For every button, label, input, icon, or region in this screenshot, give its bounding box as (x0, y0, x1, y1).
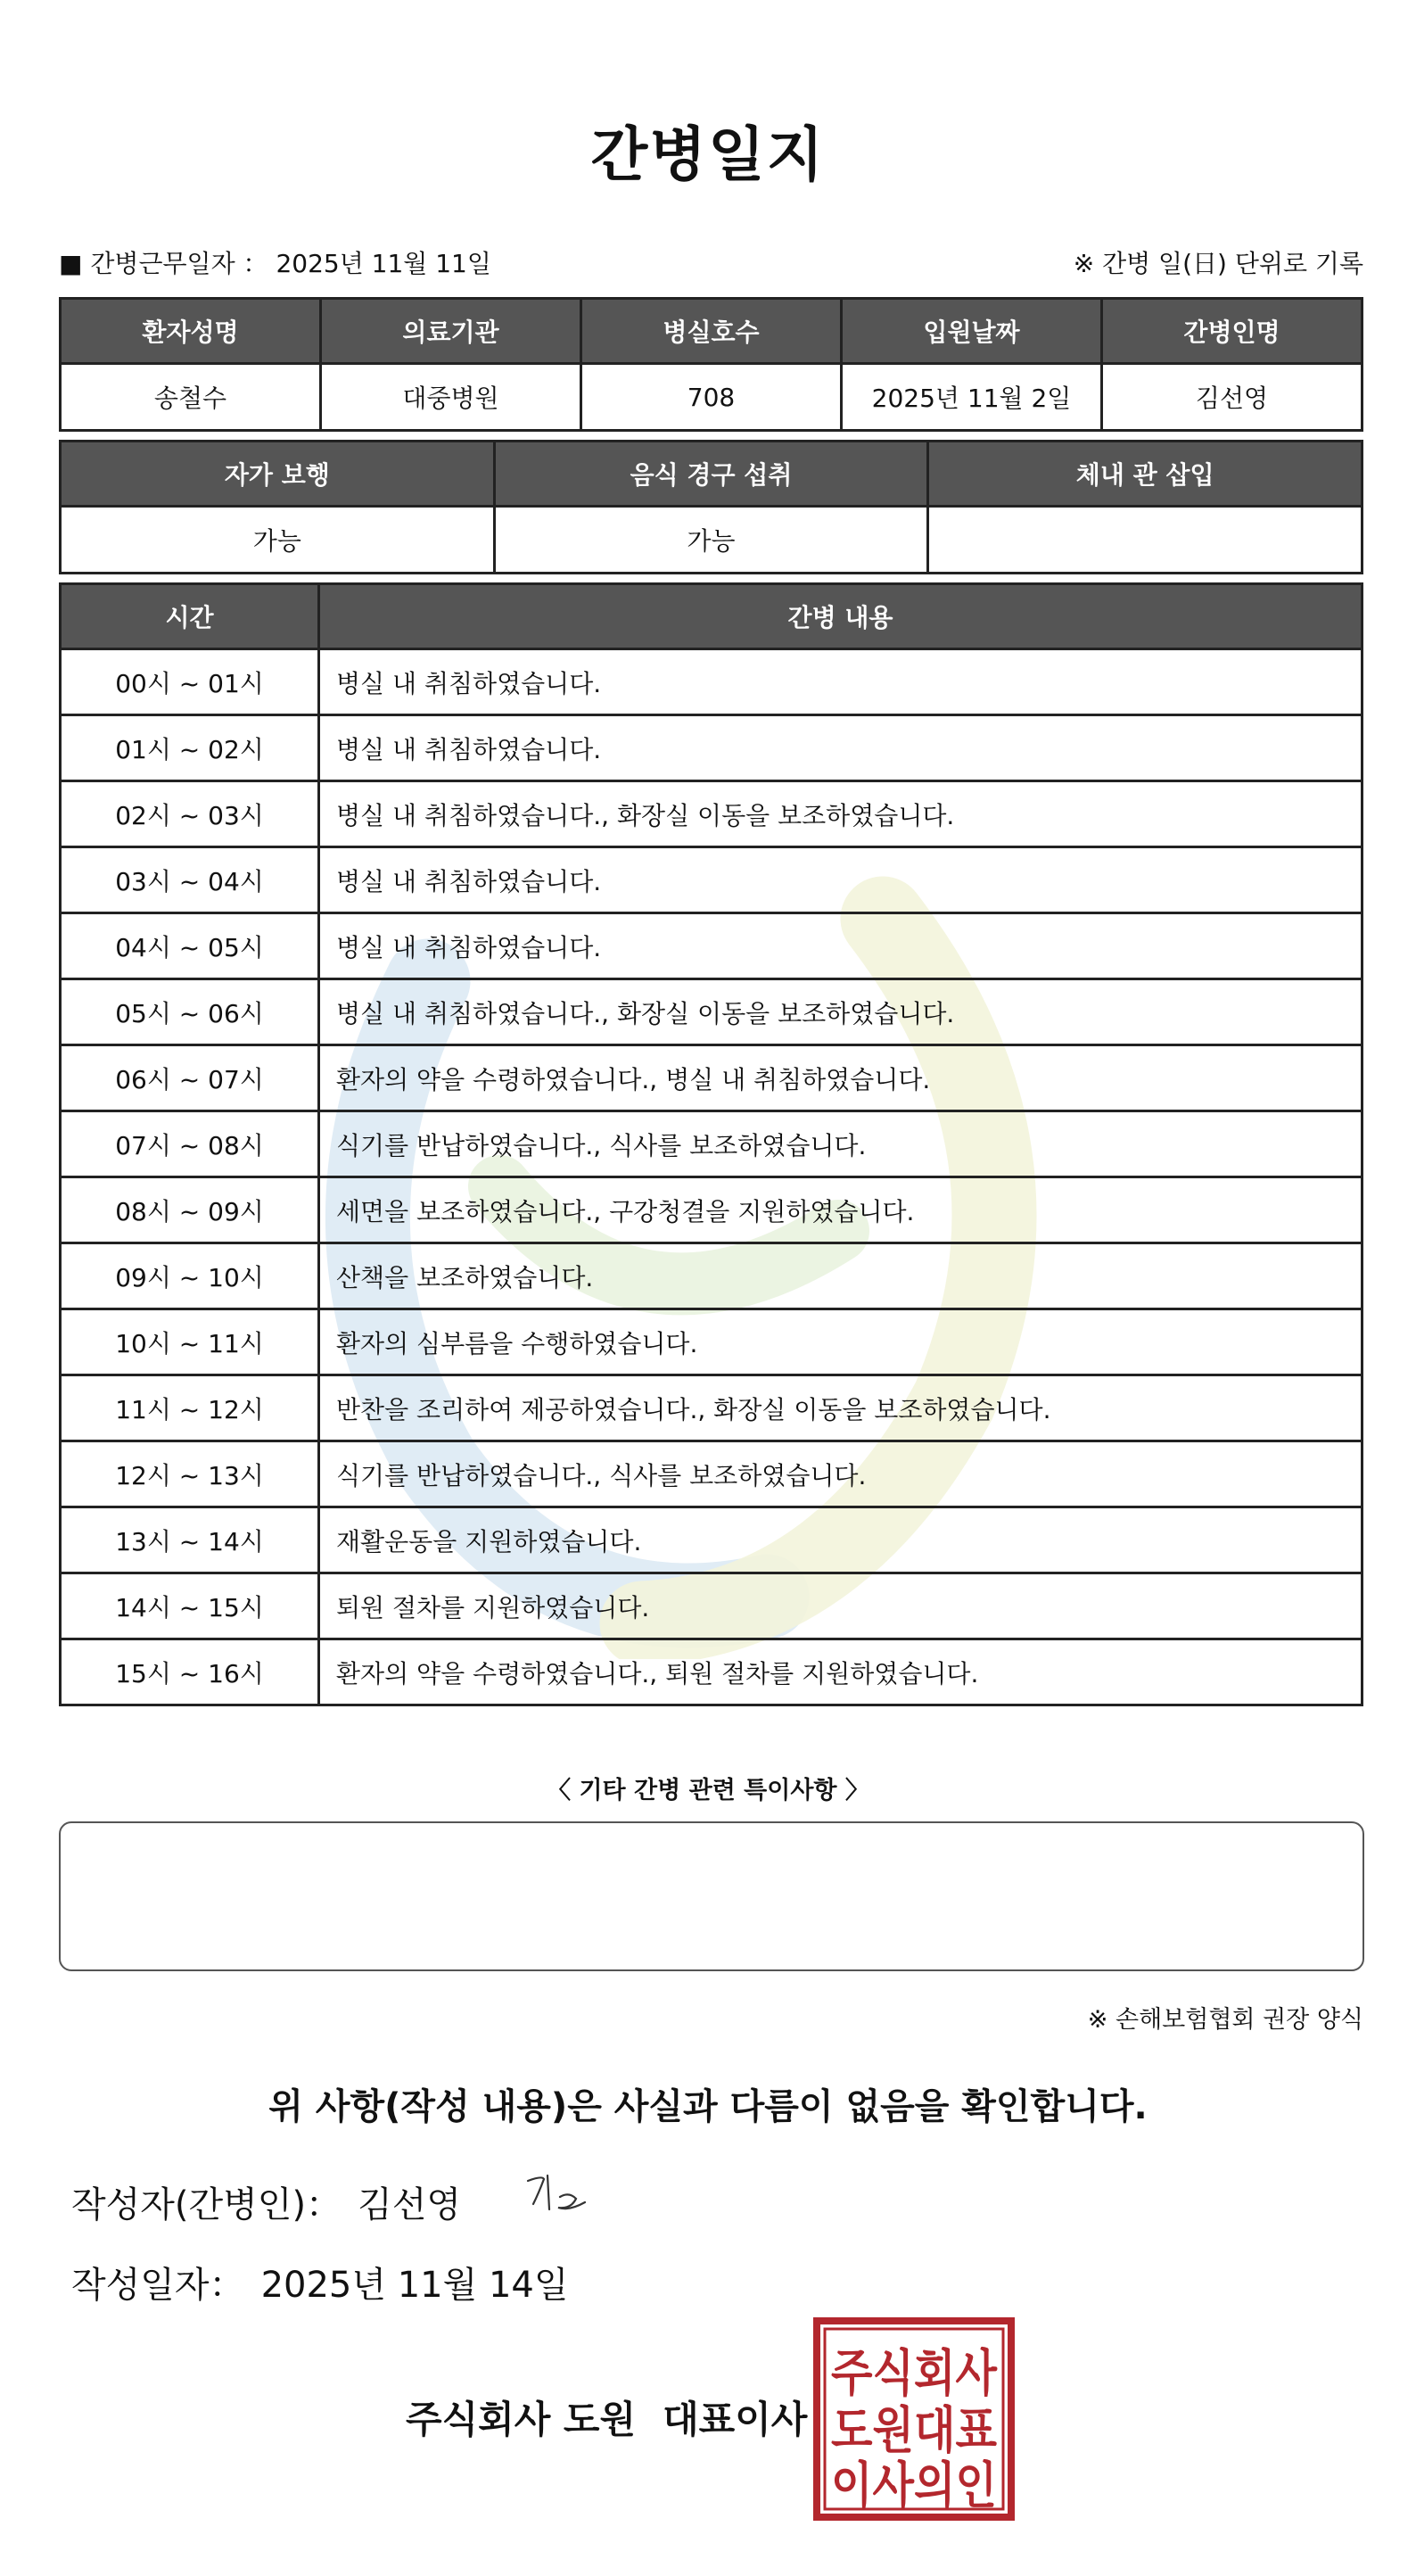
record-note: ※ 간병 일(日) 단위로 기록 (1073, 249, 1363, 278)
table-row (61, 979, 1362, 1045)
log-time: 14시 ~ 15시 (61, 1573, 319, 1639)
table-row (61, 649, 1362, 715)
writer-label: 작성자(간병인)： (71, 2184, 342, 2225)
table-row (61, 1375, 1362, 1441)
form-note: ※ 손해보험협회 권장 양식 (1087, 2006, 1363, 2034)
care-log-table (59, 582, 1363, 1706)
log-time: 06시 ~ 07시 (61, 1045, 319, 1111)
log-content: 병실 내 취침하였습니다., 화장실 이동을 보조하였습니다. (319, 979, 1362, 1045)
table-row (61, 847, 1362, 913)
log-time: 04시 ~ 05시 (61, 913, 319, 979)
page-title: 간병일지 (590, 120, 826, 189)
table-row (61, 781, 1362, 847)
admission-date: 2025년 11월 2일 (842, 364, 1102, 431)
written-date-value: 2025년 11월 14일 (260, 2265, 569, 2306)
header-oral-intake: 음식 경구 섭취 (494, 442, 928, 507)
table-row (61, 913, 1362, 979)
notes-box (59, 1821, 1364, 1971)
handwritten-signature (517, 2163, 597, 2225)
table-row (61, 1507, 1362, 1573)
patient-info-table (59, 297, 1363, 432)
written-date-label: 작성일자： (71, 2265, 245, 2306)
header-patient-name: 환자성명 (61, 299, 321, 364)
company-name: 주식회사 도원 (406, 2398, 637, 2441)
log-time: 11시 ~ 12시 (61, 1375, 319, 1441)
header-hospital: 의료기관 (321, 299, 581, 364)
log-content: 세면을 보조하였습니다., 구강청결을 지원하였습니다. (319, 1177, 1362, 1243)
log-content: 산책을 보조하였습니다. (319, 1243, 1362, 1309)
work-date-label: ■ 간병근무일자 ： (59, 249, 268, 278)
log-content: 반찬을 조리하여 제공하였습니다., 화장실 이동을 보조하였습니다. (319, 1375, 1362, 1441)
svg-text:주식회사: 주식회사 (831, 2345, 998, 2403)
log-content: 병실 내 취침하였습니다., 화장실 이동을 보조하였습니다. (319, 781, 1362, 847)
company-signature-line (406, 2390, 807, 2444)
log-time: 13시 ~ 14시 (61, 1507, 319, 1573)
log-time: 03시 ~ 04시 (61, 847, 319, 913)
log-content: 식기를 반납하였습니다., 식사를 보조하였습니다. (319, 1441, 1362, 1507)
table-row (61, 1441, 1362, 1507)
self-walking-value: 가능 (61, 507, 495, 574)
log-time: 10시 ~ 11시 (61, 1309, 319, 1375)
company-seal (813, 2317, 1015, 2521)
log-time: 02시 ~ 03시 (61, 781, 319, 847)
room-number: 708 (581, 364, 842, 431)
company-title: 대표이사 (663, 2398, 808, 2441)
header-self-walking: 자가 보행 (61, 442, 495, 507)
log-time: 07시 ~ 08시 (61, 1111, 319, 1177)
table-row (61, 1045, 1362, 1111)
log-time: 05시 ~ 06시 (61, 979, 319, 1045)
log-content: 퇴원 절차를 지원하였습니다. (319, 1573, 1362, 1639)
log-content: 병실 내 취침하였습니다. (319, 847, 1362, 913)
log-time: 08시 ~ 09시 (61, 1177, 319, 1243)
log-content: 환자의 약을 수령하였습니다., 병실 내 취침하였습니다. (319, 1045, 1362, 1111)
confirmation-statement: 위 사항(작성 내용)은 사실과 다름이 없음을 확인합니다. (268, 2086, 1148, 2127)
table-row (61, 1177, 1362, 1243)
header-tube-insertion: 체내 관 삽입 (928, 442, 1362, 507)
written-date-line (71, 2257, 569, 2308)
work-date-value: 2025년 11월 11일 (276, 249, 491, 278)
log-content: 환자의 약을 수령하였습니다., 퇴원 절차를 지원하였습니다. (319, 1639, 1362, 1705)
table-row (61, 1639, 1362, 1705)
log-content: 병실 내 취침하였습니다. (319, 715, 1362, 781)
log-time: 15시 ~ 16시 (61, 1639, 319, 1705)
oral-intake-value: 가능 (494, 507, 928, 574)
header-time: 시간 (61, 584, 319, 649)
table-row (61, 1111, 1362, 1177)
header-caregiver-name: 간병인명 (1102, 299, 1362, 364)
table-row (61, 1309, 1362, 1375)
header-admission-date: 입원날짜 (842, 299, 1102, 364)
work-date-line (59, 244, 491, 280)
log-content: 재활운동을 지원하였습니다. (319, 1507, 1362, 1573)
log-content: 환자의 심부름을 수행하였습니다. (319, 1309, 1362, 1375)
table-row (61, 1243, 1362, 1309)
caregiver-name: 김선영 (1102, 364, 1362, 431)
svg-text:이사의인: 이사의인 (831, 2457, 997, 2515)
table-row (61, 715, 1362, 781)
hospital-name: 대중병원 (321, 364, 581, 431)
table-row (61, 1573, 1362, 1639)
log-content: 병실 내 취침하였습니다. (319, 913, 1362, 979)
log-time: 09시 ~ 10시 (61, 1243, 319, 1309)
header-room-number: 병실호수 (581, 299, 842, 364)
notes-title: 〈 기타 간병 관련 특이사항 〉 (547, 1777, 869, 1804)
log-time: 12시 ~ 13시 (61, 1441, 319, 1507)
log-content: 병실 내 취침하였습니다. (319, 649, 1362, 715)
svg-text:도원대표: 도원대표 (831, 2402, 997, 2460)
log-time: 00시 ~ 01시 (61, 649, 319, 715)
writer-name: 김선영 (358, 2184, 461, 2225)
tube-insertion-value (928, 507, 1362, 574)
patient-status-table (59, 440, 1363, 574)
header-care-content: 간병 내용 (319, 584, 1362, 649)
log-content: 식기를 반납하였습니다., 식사를 보조하였습니다. (319, 1111, 1362, 1177)
patient-name: 송철수 (61, 364, 321, 431)
writer-line (71, 2176, 461, 2227)
log-time: 01시 ~ 02시 (61, 715, 319, 781)
